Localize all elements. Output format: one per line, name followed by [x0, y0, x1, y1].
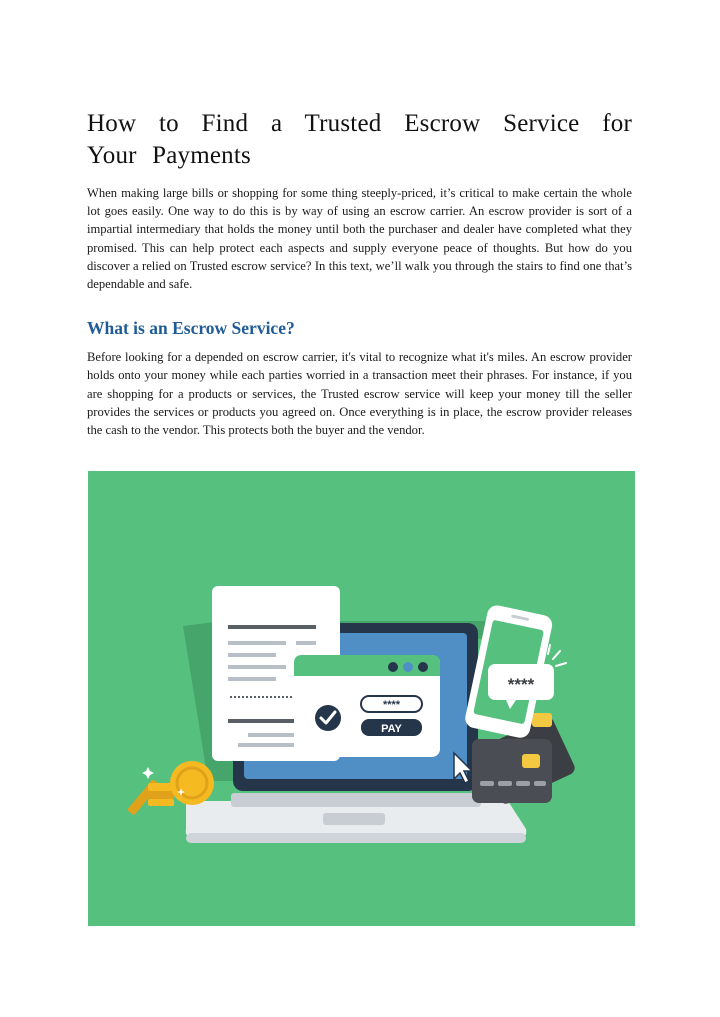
section-heading: What is an Escrow Service? — [87, 318, 295, 339]
receipt-line — [228, 665, 286, 669]
window-dot-icon — [388, 662, 398, 672]
receipt-line — [228, 653, 276, 657]
check-icon — [315, 705, 341, 731]
section-paragraph: Before looking for a depended on escrow carrier, it's vital to recognize what it's miles. An escrow provider holds onto your money while each parties worried in a transaction meet their phrases. For instance, if you are shopping for a products or services, the Trusted escrow service will keep your money till the seller provides the services or products you agreed on. Once everything is in place, the escrow provider releases the cash to the vendor. This protects both the buyer and the vendor. — [87, 350, 632, 438]
article — [87, 108, 632, 439]
intro-paragraph: When making large bills or shopping for some thing steeply-priced, it’s critical to make certain the whole lot goes easily. One way to do this is by way of using an escrow carrier. An escrow provider is sort of a impartial intermediary that holds the money until both the purchaser and dealer have completed what they promised. This can help protect each aspects and supply everyone peace of thoughts. But how do you discover a relied on Trusted escrow service? In this text, we’ll walk you through the stairs to find one that’s dependable and safe. — [87, 186, 632, 292]
coin-stack — [148, 799, 174, 806]
card-digits — [498, 781, 512, 786]
receipt-line — [238, 743, 298, 747]
credit-card-front — [472, 739, 552, 803]
phone-mask: **** — [507, 675, 535, 694]
payment-window-titlebar — [294, 655, 440, 676]
card-digits — [516, 781, 530, 786]
pay-label: PAY — [381, 723, 402, 735]
coin-stack — [146, 791, 174, 799]
card-chip — [522, 754, 540, 768]
page-title: How to Find a Trusted Escrow Service for Your Payments — [87, 110, 632, 169]
window-dot-icon — [418, 662, 428, 672]
escrow-illustration — [88, 471, 635, 926]
receipt-line — [248, 733, 298, 737]
card-chip — [532, 713, 552, 727]
coin-stack — [148, 783, 172, 791]
escrow-illustration-graphic — [88, 471, 635, 926]
pin-mask: **** — [382, 699, 401, 711]
window-dot-icon — [403, 662, 413, 672]
card-digits — [534, 781, 546, 786]
laptop-trackpad — [323, 813, 385, 825]
receipt-line — [228, 641, 286, 645]
payment-window — [294, 655, 440, 757]
laptop-hinge — [231, 793, 481, 807]
card-digits — [480, 781, 494, 786]
receipt-line — [228, 677, 276, 681]
receipt-line — [228, 625, 316, 629]
receipt-line — [296, 641, 316, 645]
laptop-base-edge — [186, 833, 526, 843]
